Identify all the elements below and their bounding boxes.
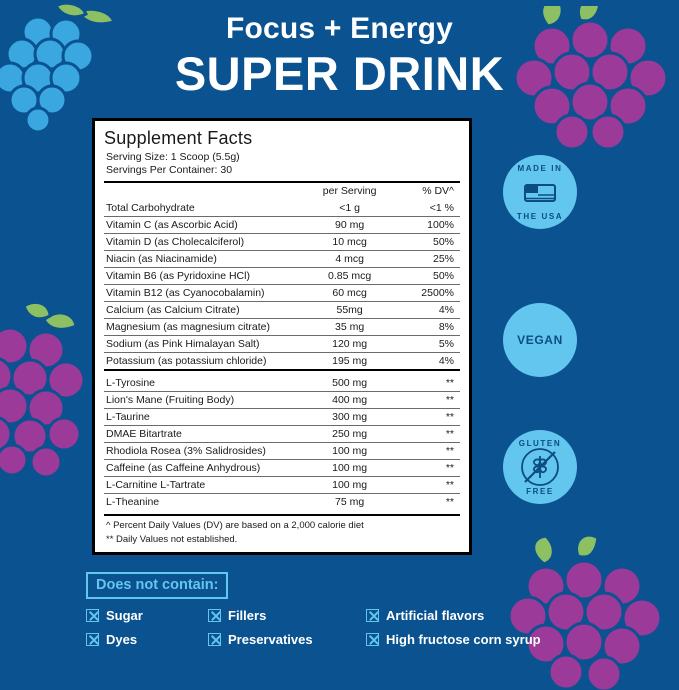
row-dv: 50% xyxy=(392,268,460,285)
table-row xyxy=(104,200,460,217)
row-amount: 195 mg xyxy=(307,353,392,371)
row-amount: 4 mcg xyxy=(307,251,392,268)
row-name: Calcium (as Calcium Citrate) xyxy=(104,302,307,319)
row-amount: 0.85 mcg xyxy=(307,268,392,285)
row-dv: 2500% xyxy=(392,285,460,302)
badge-vegan xyxy=(503,303,577,377)
does-not-contain-title: Does not contain: xyxy=(86,572,228,599)
row-name: Potassium (as potassium chloride) xyxy=(104,353,307,371)
badge-gluten-free xyxy=(503,430,577,504)
row-dv: 25% xyxy=(392,251,460,268)
col-header-name xyxy=(104,183,307,200)
list-item-label: Sugar xyxy=(106,608,143,623)
list-item xyxy=(208,608,366,623)
footnote-stars: ** Daily Values not established. xyxy=(106,533,238,545)
list-item xyxy=(366,632,596,647)
row-name: Caffeine (as Caffeine Anhydrous) xyxy=(104,460,307,477)
table-row xyxy=(104,392,460,409)
col-header-dv: % DV^ xyxy=(422,185,454,197)
supplement-facts-panel xyxy=(92,118,472,555)
panel-title: Supplement Facts xyxy=(104,128,253,148)
crossed-box-icon xyxy=(86,633,99,646)
row-dv: 50% xyxy=(392,234,460,251)
row-amount: 400 mg xyxy=(307,392,392,409)
header-subtitle: Focus + Energy xyxy=(225,12,454,45)
product-header xyxy=(0,10,679,100)
table-row xyxy=(104,375,460,392)
row-amount: 300 mg xyxy=(307,409,392,426)
row-dv: ** xyxy=(392,443,460,460)
table-row xyxy=(104,268,460,285)
list-item-label: Artificial flavors xyxy=(386,608,485,623)
crossed-box-icon xyxy=(366,633,379,646)
row-amount: 55mg xyxy=(307,302,392,319)
badge-usa-bottom-text: THE USA xyxy=(516,212,564,221)
table-row xyxy=(104,234,460,251)
crossed-box-icon xyxy=(366,609,379,622)
list-item xyxy=(86,608,208,623)
row-amount: 90 mg xyxy=(307,217,392,234)
list-item xyxy=(366,608,596,623)
row-amount: 120 mg xyxy=(307,336,392,353)
header-title: SUPER DRINK xyxy=(174,47,505,100)
row-dv: 5% xyxy=(392,336,460,353)
row-name: Total Carbohydrate xyxy=(106,202,195,214)
row-amount: <1 g xyxy=(339,202,360,214)
row-name: Sodium (as Pink Himalayan Salt) xyxy=(104,336,307,353)
row-dv: 8% xyxy=(392,319,460,336)
row-name: L-Tyrosine xyxy=(106,377,156,389)
row-name: Vitamin B6 (as Pyridoxine HCl) xyxy=(104,268,307,285)
list-item-label: Dyes xyxy=(106,632,138,647)
row-name: Magnesium (as magnesium citrate) xyxy=(104,319,307,336)
row-dv: 4% xyxy=(392,353,460,371)
serving-size: Serving Size: 1 Scoop (5.5g) xyxy=(106,151,240,163)
row-dv: ** xyxy=(392,494,460,511)
footnote-dv: ^ Percent Daily Values (DV) are based on a 2,000 calorie diet xyxy=(106,520,364,531)
badge-gluten-bottom-text: FREE xyxy=(526,487,554,496)
berry-purple-left xyxy=(0,298,100,478)
row-name: Vitamin D (as Cholecalciferol) xyxy=(104,234,307,251)
row-name: L-Theanine xyxy=(104,494,307,511)
table-row xyxy=(104,494,460,511)
row-amount: 60 mcg xyxy=(307,285,392,302)
crossed-box-icon xyxy=(208,609,221,622)
row-amount: 75 mg xyxy=(307,494,392,511)
crossed-box-icon xyxy=(208,633,221,646)
table-row xyxy=(104,426,460,443)
badge-made-in-usa xyxy=(503,155,577,229)
list-item xyxy=(86,632,208,647)
facts-table-head xyxy=(104,183,460,200)
servings-per-container: Servings Per Container: 30 xyxy=(106,164,233,176)
row-name: L-Carnitine L-Tartrate xyxy=(104,477,307,494)
list-item-label: Fillers xyxy=(228,608,267,623)
badge-vegan-label: VEGAN xyxy=(517,333,563,347)
row-dv: ** xyxy=(392,460,460,477)
row-name: Vitamin B12 (as Cyanocobalamin) xyxy=(104,285,307,302)
row-dv: ** xyxy=(392,426,460,443)
table-row xyxy=(104,460,460,477)
row-dv: ** xyxy=(445,377,454,389)
row-dv: ** xyxy=(392,477,460,494)
row-amount: 10 mcg xyxy=(307,234,392,251)
badge-usa-top-text: MADE IN xyxy=(517,164,563,173)
col-header-amount: per Serving xyxy=(322,185,377,197)
badge-gluten-top-text: GLUTEN xyxy=(518,439,562,448)
row-amount: 500 mg xyxy=(332,377,368,389)
table-row xyxy=(104,477,460,494)
table-header-row xyxy=(104,183,460,200)
table-row xyxy=(104,217,460,234)
table-row xyxy=(104,285,460,302)
row-dv: 4% xyxy=(392,302,460,319)
does-not-contain-list xyxy=(86,608,596,647)
row-dv: ** xyxy=(392,392,460,409)
table-row xyxy=(104,336,460,353)
list-item xyxy=(208,632,366,647)
row-amount: 35 mg xyxy=(307,319,392,336)
table-row xyxy=(104,319,460,336)
table-row xyxy=(104,443,460,460)
row-dv: <1 % xyxy=(429,202,454,214)
row-amount: 100 mg xyxy=(307,477,392,494)
facts-table xyxy=(104,183,460,510)
does-not-contain-section xyxy=(86,572,596,647)
crossed-box-icon xyxy=(86,609,99,622)
facts-table-body-vitamins xyxy=(104,200,460,510)
table-row xyxy=(104,251,460,268)
row-amount: 250 mg xyxy=(307,426,392,443)
row-amount: 100 mg xyxy=(307,460,392,477)
table-row xyxy=(104,353,460,371)
row-name: DMAE Bitartrate xyxy=(104,426,307,443)
row-name: L-Taurine xyxy=(104,409,307,426)
row-amount: 100 mg xyxy=(307,443,392,460)
table-row xyxy=(104,409,460,426)
list-item-label: Preservatives xyxy=(228,632,313,647)
row-name: Rhodiola Rosea (3% Salidrosides) xyxy=(104,443,307,460)
row-dv: 100% xyxy=(392,217,460,234)
row-name: Niacin (as Niacinamide) xyxy=(104,251,307,268)
list-item-label: High fructose corn syrup xyxy=(386,632,541,647)
row-name: Lion's Mane (Fruiting Body) xyxy=(104,392,307,409)
row-name: Vitamin C (as Ascorbic Acid) xyxy=(104,217,307,234)
table-row xyxy=(104,302,460,319)
row-dv: ** xyxy=(392,409,460,426)
